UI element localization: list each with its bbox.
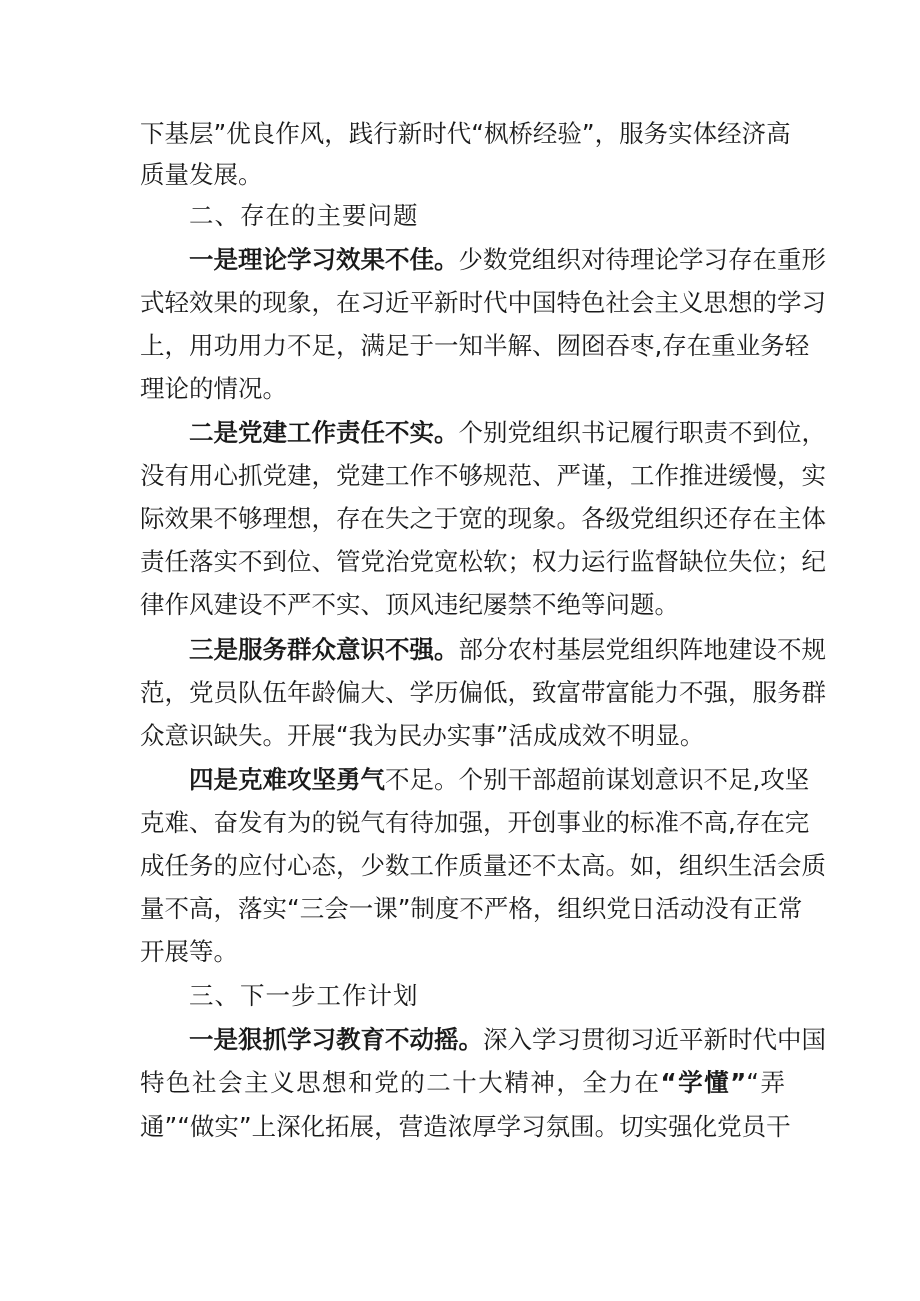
paragraph-4-line-4: 量不高，落实“三会一课”制度不严格，组织党日活动没有正常 [140, 894, 803, 923]
intro-line-2: 质量发展。 [140, 160, 263, 189]
paragraph-2-lead: 二是党建工作责任不实。 [189, 418, 459, 447]
paragraph-1-line-3: 上，用功用力不足，满足于一知半解、囫囵吞枣,存在重业务轻 [140, 331, 810, 360]
paragraph-4-lead: 四是克难攻坚勇气 [189, 765, 385, 794]
paragraph-3-line-1-rest: 部分农村基层党组织阵地建设不规 [458, 635, 826, 664]
paragraph-5-emphasis: “学懂” [660, 1068, 747, 1097]
intro-line-1: 下基层”优良作风，践行新时代“枫桥经验”，服务实体经济高 [140, 119, 791, 148]
paragraph-1-line-1 [189, 240, 826, 280]
paragraph-5-line-2-part-c: “弄 [746, 1068, 785, 1097]
paragraph-5-line-2-part-a: 特色社会主义思想和党的二十大精神，全力在 [140, 1068, 661, 1097]
paragraph-3-line-1 [189, 630, 826, 670]
paragraph-4-line-1 [189, 760, 810, 800]
paragraph-5-line-2 [140, 1063, 785, 1103]
paragraph-2-line-1 [189, 413, 826, 453]
paragraph-1-line-2: 式轻效果的现象，在习近平新时代中国特色社会主义思想的学习 [140, 288, 826, 317]
paragraph-1-line-1-rest: 少数党组织对待理论学习存在重形 [458, 245, 826, 274]
paragraph-1-lead: 一是理论学习效果不佳。 [189, 245, 459, 274]
paragraph-3-line-3: 众意识缺失。开展“我为民办实事”活成成效不明显。 [140, 721, 705, 750]
paragraph-2-line-4: 责任落实不到位、管党治党宽松软；权力运行监督缺位失位；纪 [140, 547, 826, 576]
paragraph-5-line-3: 通”“做实”上深化拓展，营造浓厚学习氛围。切实强化党员干 [140, 1112, 791, 1141]
paragraph-5-line-1 [189, 1020, 826, 1060]
paragraph-1-line-4: 理论的情况。 [140, 374, 287, 403]
paragraph-3-line-2: 范，党员队伍年龄偏大、学历偏低，致富带富能力不强，服务群 [140, 678, 826, 707]
section-heading-problems: 二、存在的主要问题 [189, 201, 419, 230]
paragraph-3-lead: 三是服务群众意识不强。 [189, 635, 459, 664]
paragraph-5-lead: 一是狠抓学习教育不动摇。 [189, 1025, 483, 1054]
paragraph-5-line-1-rest: 深入学习贯彻习近平新时代中国 [483, 1025, 826, 1054]
paragraph-4-line-5: 开展等。 [140, 937, 238, 966]
paragraph-4-line-2: 克难、奋发有为的锐气有待加强，开创事业的标准不高,存在完 [140, 808, 810, 837]
section-heading-next-steps: 三、下一步工作计划 [189, 981, 419, 1010]
paragraph-2-line-3: 际效果不够理想，存在失之于宽的现象。各级党组织还存在主体 [140, 504, 826, 533]
paragraph-2-line-1-rest: 个别党组织书记履行职责不到位， [458, 418, 826, 447]
paragraph-2-line-2: 没有用心抓党建，党建工作不够规范、严谨，工作推进缓慢，实 [140, 461, 826, 490]
paragraph-2-line-5: 律作风建设不严不实、顶风违纪屡禁不绝等问题。 [140, 590, 679, 619]
paragraph-4-line-1-rest: 不足。个别干部超前谋划意识不足,攻坚 [385, 765, 810, 794]
paragraph-4-line-3: 成任务的应付心态，少数工作质量还不太高。如，组织生活会质 [140, 851, 826, 880]
